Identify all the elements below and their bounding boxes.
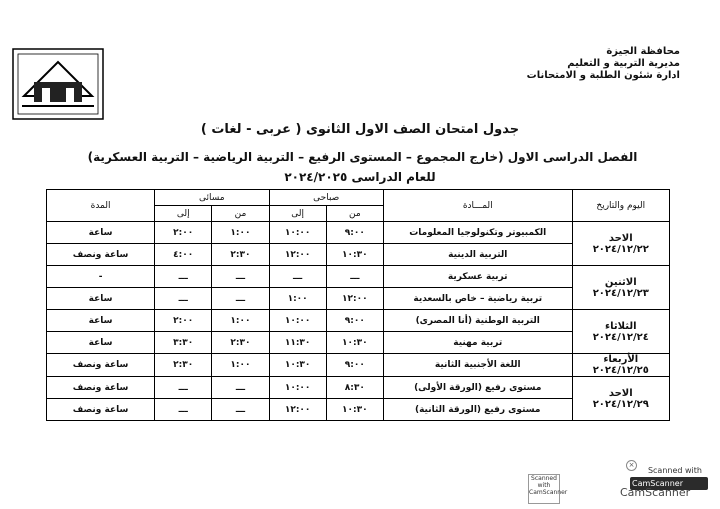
morning-to-cell: ١١:٣٠ xyxy=(269,332,326,354)
table-row xyxy=(47,222,670,244)
morning-to-cell: ١٠:٠٠ xyxy=(269,222,326,244)
header-day-date: اليوم والتاريخ xyxy=(572,190,669,222)
morning-to-cell: ١:٠٠ xyxy=(269,288,326,310)
subject-cell: تربية رياضية – خاص بالسعدية xyxy=(383,288,572,310)
morning-from-cell: ٩:٠٠ xyxy=(326,222,383,244)
camscanner-stamp: Scanned with CamScanner xyxy=(528,474,560,504)
evening-from-cell: ٢:٣٠ xyxy=(212,332,269,354)
day-name: الثلاثاء xyxy=(605,320,637,332)
morning-to-cell: ١٠:٣٠ xyxy=(269,354,326,377)
exam-date: ٢٠٢٤/١٢/٢٥ xyxy=(592,365,649,376)
subject-cell: الكمبيوتر وتكنولوجيا المعلومات xyxy=(383,222,572,244)
header-evening: مسائى xyxy=(155,190,269,206)
camscanner-badge: CamScanner xyxy=(630,477,708,490)
duration-cell: ساعة ونصف xyxy=(47,399,155,421)
exam-date: ٢٠٢٤/١٢/٢٤ xyxy=(592,331,649,343)
subject-cell: مستوى رفيع (الورقة الثانية) xyxy=(383,399,572,421)
day-date-cell xyxy=(572,377,669,421)
academic-year: للعام الدراسى ٢٠٢٤/٢٠٢٥ xyxy=(284,170,436,184)
header-affairs-dept: ادارة شئون الطلبة و الامتحانات xyxy=(526,70,680,81)
evening-to-cell: ٤:٠٠ xyxy=(155,244,212,266)
duration-cell: - xyxy=(47,266,155,288)
day-name: الاثنين xyxy=(604,276,637,288)
morning-from-cell: ٩:٠٠ xyxy=(326,310,383,332)
directorate-header xyxy=(440,46,680,82)
subject-cell: مستوى رفيع (الورقة الأولى) xyxy=(383,377,572,399)
duration-cell: ساعة xyxy=(47,288,155,310)
morning-to-cell: ١٢:٠٠ xyxy=(269,399,326,421)
page-subtitle: الفصل الدراسى الاول (خارج المجموع – المستوى الرفيع – التربية الرياضية – التربية العسكرية) xyxy=(87,150,638,164)
day-date-cell xyxy=(572,222,669,266)
morning-from-cell: ١٠:٣٠ xyxy=(326,332,383,354)
day-date-cell xyxy=(572,354,669,377)
day-date-cell xyxy=(572,310,669,354)
directorate-logo xyxy=(12,48,104,120)
evening-to-cell: ـــ xyxy=(155,399,212,421)
duration-cell: ساعة xyxy=(47,310,155,332)
header-morning-from: من xyxy=(326,206,383,222)
subject-cell: تربية عسكرية xyxy=(383,266,572,288)
header-duration: المدة xyxy=(47,190,155,222)
evening-from-cell: ١:٠٠ xyxy=(212,222,269,244)
subject-cell: اللغة الأجنبية الثانية xyxy=(383,354,572,377)
evening-from-cell: ٢:٣٠ xyxy=(212,244,269,266)
morning-from-cell: ١٠:٣٠ xyxy=(326,399,383,421)
morning-from-cell: ١٢:٠٠ xyxy=(326,288,383,310)
duration-cell: ساعة xyxy=(47,332,155,354)
exam-date: ٢٠٢٤/١٢/٢٢ xyxy=(592,243,649,255)
page-title: جدول امتحان الصف الاول الثانوى ( عربى - لغات ) xyxy=(200,122,520,137)
header-governorate: محافظة الجيزة xyxy=(606,46,680,57)
header-evening-from: من xyxy=(212,206,269,222)
evening-from-cell: ١:٠٠ xyxy=(212,310,269,332)
evening-to-cell: ٢:٠٠ xyxy=(155,310,212,332)
morning-to-cell: ١٠:٠٠ xyxy=(269,377,326,399)
evening-from-cell: ـــ xyxy=(212,266,269,288)
morning-from-cell: ٨:٣٠ xyxy=(326,377,383,399)
header-morning-to: إلى xyxy=(269,206,326,222)
evening-to-cell: ـــ xyxy=(155,288,212,310)
subject-cell: التربية الوطنية (أنا المصرى) xyxy=(383,310,572,332)
day-date-cell xyxy=(572,266,669,310)
table-row xyxy=(47,354,670,377)
camscanner-ghost-text: CamScanner xyxy=(620,486,691,499)
morning-from-cell: ـــ xyxy=(326,266,383,288)
camscanner-watermark xyxy=(616,460,712,499)
subject-cell: تربية مهنية xyxy=(383,332,572,354)
duration-cell: ساعة ونصف xyxy=(47,354,155,377)
duration-cell: ساعة ونصف xyxy=(47,377,155,399)
close-icon[interactable]: × xyxy=(626,460,637,471)
morning-from-cell: ٩:٠٠ xyxy=(326,354,383,377)
header-evening-to: إلى xyxy=(155,206,212,222)
day-name: الاحد xyxy=(608,387,633,399)
morning-to-cell: ١٠:٠٠ xyxy=(269,310,326,332)
evening-from-cell: ـــ xyxy=(212,399,269,421)
evening-from-cell: ـــ xyxy=(212,377,269,399)
morning-to-cell: ـــ xyxy=(269,266,326,288)
exam-schedule-table xyxy=(46,189,670,421)
exam-date: ٢٠٢٤/١٢/٢٩ xyxy=(592,398,649,410)
table-row xyxy=(47,377,670,399)
day-name: الأربعاء xyxy=(603,354,639,365)
morning-to-cell: ١٢:٠٠ xyxy=(269,244,326,266)
header-morning: صباحى xyxy=(269,190,383,206)
evening-to-cell: ـــ xyxy=(155,266,212,288)
evening-to-cell: ـــ xyxy=(155,377,212,399)
exam-date: ٢٠٢٤/١٢/٢٣ xyxy=(592,287,649,299)
duration-cell: ساعة ونصف xyxy=(47,244,155,266)
evening-from-cell: ـــ xyxy=(212,288,269,310)
table-row xyxy=(47,266,670,288)
header-directorate: مديرية التربية و التعليم xyxy=(567,58,680,69)
table-row xyxy=(47,310,670,332)
evening-to-cell: ٢:٠٠ xyxy=(155,222,212,244)
morning-from-cell: ١٠:٣٠ xyxy=(326,244,383,266)
day-name: الاحد xyxy=(608,232,633,244)
evening-from-cell: ١:٠٠ xyxy=(212,354,269,377)
duration-cell: ساعة xyxy=(47,222,155,244)
evening-to-cell: ٣:٣٠ xyxy=(155,332,212,354)
evening-to-cell: ٢:٣٠ xyxy=(155,354,212,377)
scanned-with-label: Scanned with xyxy=(647,466,702,475)
subject-cell: التربية الدينية xyxy=(383,244,572,266)
header-subject: المـــادة xyxy=(383,190,572,222)
